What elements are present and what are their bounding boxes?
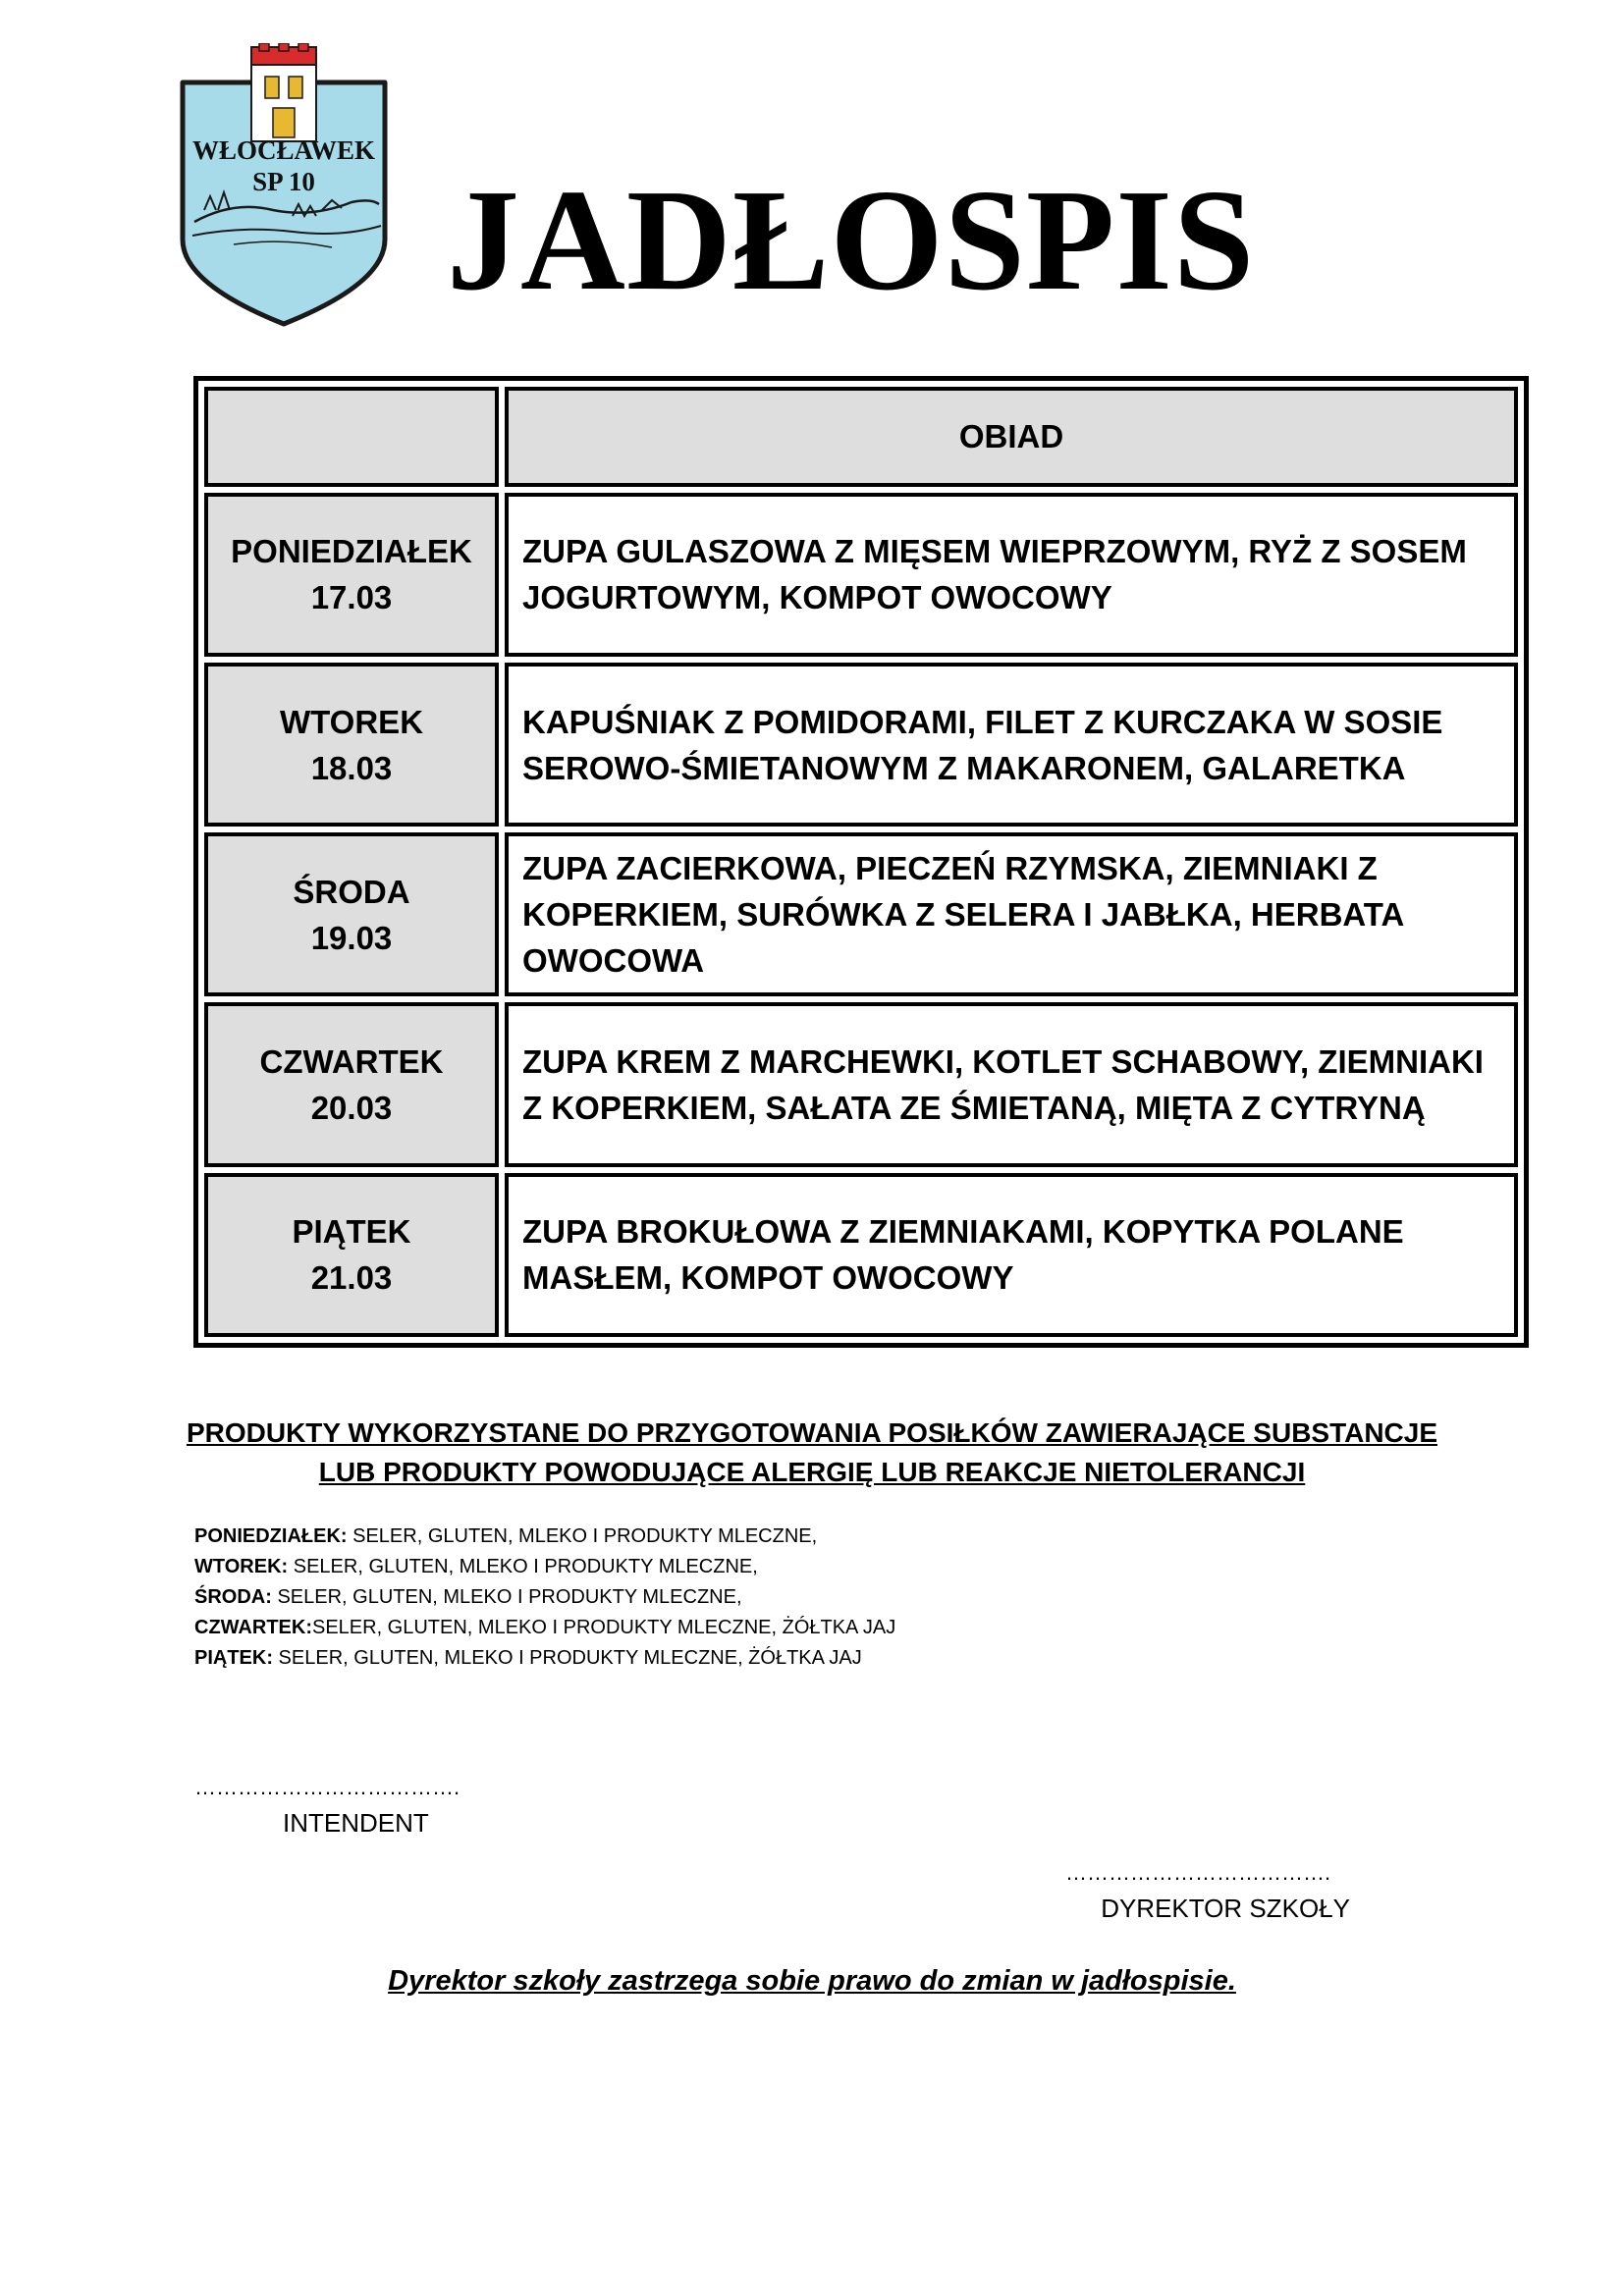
allergen-text: SELER, GLUTEN, MLEKO I PRODUKTY MLECZNE, — [288, 1556, 758, 1577]
allergen-text: SELER, GLUTEN, MLEKO I PRODUKTY MLECZNE, — [347, 1525, 818, 1547]
crest-school-number: SP 10 — [252, 167, 315, 196]
menu-table — [198, 381, 1524, 1343]
signature-line: ………………………………. — [1065, 1860, 1331, 1885]
header-meal-cell: OBIAD — [505, 387, 1518, 487]
table-row — [204, 832, 1518, 996]
day-name: PONIEDZIAŁEK — [231, 533, 472, 570]
table-row — [204, 663, 1518, 827]
allergen-heading-line: PRODUKTY WYKORZYSTANE DO PRZYGOTOWANIA POSIŁKÓW ZAWIERAJĄCE SUBSTANCJE — [186, 1417, 1438, 1448]
allergen-text: SELER, GLUTEN, MLEKO I PRODUKTY MLECZNE, — [271, 1586, 742, 1608]
allergen-text: SELER, GLUTEN, MLEKO I PRODUKTY MLECZNE, ŻÓŁTKA JAJ — [311, 1617, 896, 1638]
allergen-heading — [147, 1414, 1477, 1492]
allergen-day: ŚRODA: — [194, 1586, 272, 1608]
list-item — [194, 1582, 1274, 1613]
allergen-heading-line: LUB PRODUKTY POWODUJĄCE ALERGIĘ LUB REAKCJE NIETOLERANCJI — [318, 1457, 1306, 1487]
menu-table-frame — [193, 376, 1529, 1348]
list-item — [194, 1552, 1274, 1582]
table-row — [204, 1173, 1518, 1337]
day-date: 18.03 — [310, 749, 393, 786]
meal-cell: ZUPA BROKUŁOWA Z ZIEMNIAKAMI, KOPYTKA POLANE MASŁEM, KOMPOT OWOCOWY — [505, 1173, 1518, 1337]
day-name: ŚRODA — [293, 873, 410, 910]
header-day-cell — [204, 387, 499, 487]
page-title: JADŁOSPIS — [447, 160, 1256, 321]
allergen-day: WTOREK: — [194, 1556, 289, 1577]
day-cell — [204, 1002, 499, 1166]
footnote: Dyrektor szkoły zastrzega sobie prawo do zmian w jadłospisie. — [388, 1965, 1236, 1997]
allergen-list — [194, 1522, 1274, 1674]
meal-cell: ZUPA GULASZOWA Z MIĘSEM WIEPRZOWYM, RYŻ Z SOSEM JOGURTOWYM, KOMPOT OWOCOWY — [505, 493, 1518, 657]
allergen-day: PONIEDZIAŁEK: — [194, 1525, 348, 1547]
signature-role: DYREKTOR SZKOŁY — [1101, 1894, 1350, 1923]
signature-line: ………………………………. — [194, 1775, 460, 1799]
day-cell — [204, 832, 499, 996]
list-item — [194, 1643, 1274, 1674]
list-item — [194, 1522, 1274, 1552]
school-crest-logo — [175, 43, 393, 328]
signature-role: INTENDENT — [283, 1808, 429, 1838]
director-signature — [1065, 1860, 1380, 1924]
day-name: WTOREK — [279, 703, 424, 740]
allergen-day: PIĄTEK: — [194, 1647, 273, 1669]
day-cell — [204, 493, 499, 657]
meal-cell: ZUPA KREM Z MARCHEWKI, KOTLET SCHABOWY, ZIEMNIAKI Z KOPERKIEM, SAŁATA ZE ŚMIETANĄ, MIĘTA Z CYTRYNĄ — [505, 1002, 1518, 1166]
day-name: CZWARTEK — [259, 1043, 444, 1081]
day-date: 19.03 — [310, 919, 393, 956]
table-row — [204, 1002, 1518, 1166]
day-date: 20.03 — [310, 1090, 393, 1127]
allergen-day: CZWARTEK: — [194, 1617, 312, 1638]
allergen-text: SELER, GLUTEN, MLEKO I PRODUKTY MLECZNE, ŻÓŁTKA JAJ — [273, 1647, 862, 1669]
list-item — [194, 1613, 1274, 1643]
day-cell — [204, 1173, 499, 1337]
day-date: 21.03 — [310, 1259, 393, 1297]
table-row — [204, 493, 1518, 657]
meal-cell: ZUPA ZACIERKOWA, PIECZEŃ RZYMSKA, ZIEMNIAKI Z KOPERKIEM, SURÓWKA Z SELERA I JABŁKA, HERBATA OWOCOWA — [505, 832, 1518, 996]
intendent-signature — [194, 1775, 499, 1839]
day-name: PIĄTEK — [292, 1213, 411, 1251]
day-cell — [204, 663, 499, 827]
crest-town-name: WŁOCŁAWEK — [191, 135, 376, 165]
menu-header-row — [204, 387, 1518, 487]
meal-cell: KAPUŚNIAK Z POMIDORAMI, FILET Z KURCZAKA W SOSIE SEROWO-ŚMIETANOWYM Z MAKARONEM, GALARETKA — [505, 663, 1518, 827]
day-date: 17.03 — [310, 579, 393, 616]
